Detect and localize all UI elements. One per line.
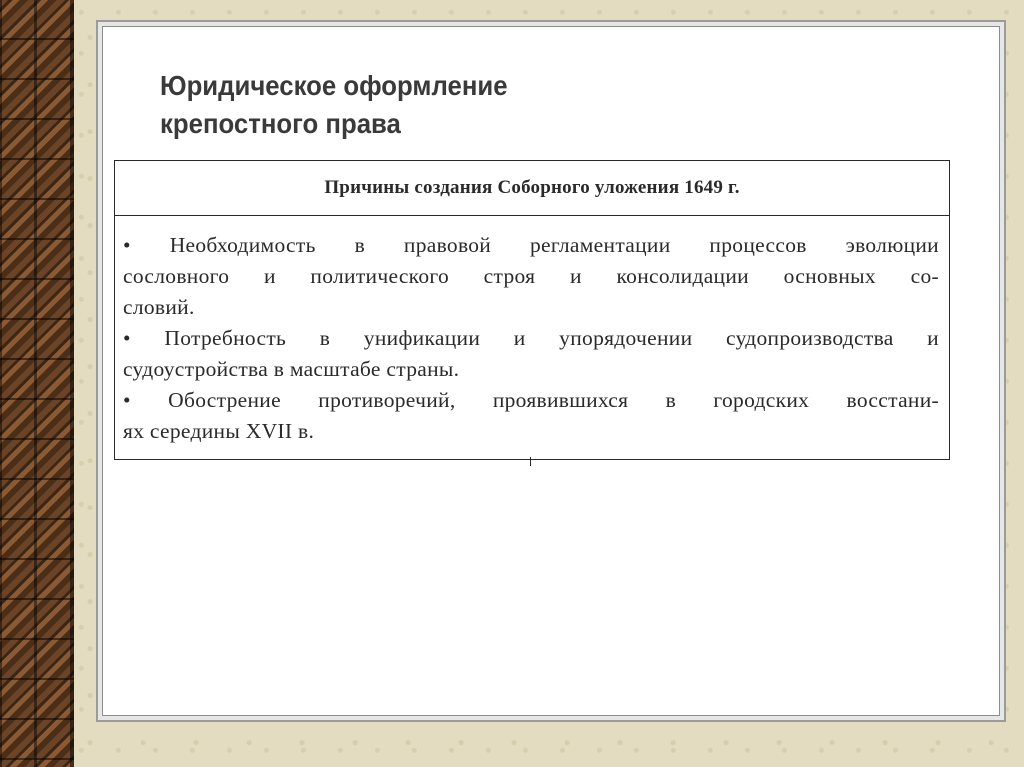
table-header [115, 161, 949, 216]
table-text-line: • Необходимость в правовой регламентации процессов эволюции [123, 233, 939, 257]
table-text-line: судоустройства в масштабе страны. [123, 357, 460, 381]
table-text-line: сословного и политического строя и консолидации основных со- [123, 264, 939, 288]
table-text-line: словий. [123, 295, 195, 319]
decorative-side-bar [0, 0, 74, 767]
table-text-line: ях середины XVII в. [123, 419, 315, 443]
slide-title-line-1: Юридическое оформление [160, 70, 508, 101]
slide-title-line-2: крепостного права [160, 108, 401, 139]
table-header-text: Причины создания Соборного уложения 1649 г. [324, 177, 740, 198]
table-bottom-tick [530, 457, 531, 466]
table-text-line: • Обострение противоречий, проявившихся в городских восстани- [123, 388, 939, 412]
reasons-table [114, 160, 950, 460]
slide-title [160, 67, 508, 143]
table-body [115, 216, 949, 447]
table-text-line: • Потребность в унификации и упорядочении судопроизводства и [123, 326, 939, 350]
